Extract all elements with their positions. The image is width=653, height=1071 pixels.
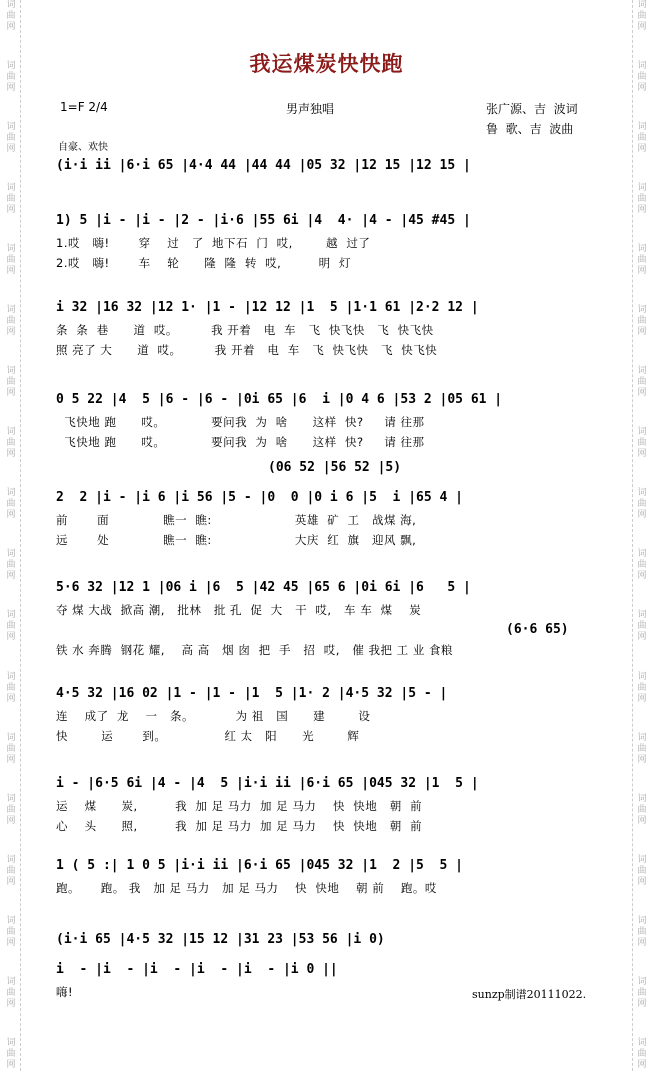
- composer-credit: 鲁 歌、吉 波曲: [486, 122, 574, 136]
- watermark-glyph: 词: [6, 549, 16, 560]
- watermark-glyph: 词: [637, 549, 647, 560]
- watermark-glyph: 曲: [637, 1048, 647, 1059]
- watermark-glyph: 网: [637, 571, 647, 582]
- watermark-glyph: 词: [6, 671, 16, 682]
- watermark-glyph: 网: [6, 388, 16, 399]
- watermark-glyph: 网: [637, 693, 647, 704]
- watermark-glyph: 网: [6, 510, 16, 521]
- watermark-glyph: 词: [6, 1037, 16, 1048]
- notation-line: (i·i 65 |4·5 32 |15 12 |31 23 |53 56 |i 0): [56, 932, 385, 947]
- watermark-glyph: 网: [6, 693, 16, 704]
- watermark-glyph: 网: [6, 22, 16, 32]
- watermark-glyph: 词: [6, 976, 16, 987]
- notation-line: 0 5 22 |4 5 |6 - |6 - |0i 65 |6 i |0 4 6 |53 2 |05 61 |: [56, 392, 503, 407]
- key-signature: 1=F 2/4: [60, 100, 108, 114]
- notation-line: i - |6·5 6i |4 - |4 5 |i·i ii |6·i 65 |045 32 |1 5 |: [56, 776, 479, 791]
- notation-line: (i·i ii |6·i 65 |4·4 44 |44 44 |05 32 |12 15 |12 15 |: [56, 158, 471, 173]
- watermark-glyph: 网: [6, 571, 16, 582]
- watermark-glyph: 曲: [6, 743, 16, 754]
- watermark-glyph: 曲: [637, 499, 647, 510]
- notation-line: i 32 |16 32 |12 1· |1 - |12 12 |1 5 |1·1 61 |2·2 12 |: [56, 300, 479, 315]
- watermark-glyph: 曲: [6, 926, 16, 937]
- lyric-line: 飞快地 跑 哎。 要问我 为 啥 这样 快? 请 往那: [56, 415, 425, 429]
- watermark-glyph: 曲: [6, 316, 16, 327]
- watermark-glyph: 词: [637, 183, 647, 194]
- watermark-glyph: 曲: [637, 926, 647, 937]
- watermark-glyph: 词: [6, 61, 16, 72]
- watermark-glyph: 网: [6, 144, 16, 155]
- watermark-glyph: 曲: [637, 743, 647, 754]
- watermark-glyph: 词: [637, 793, 647, 804]
- watermark-glyph: 曲: [6, 987, 16, 998]
- watermark-glyph: 网: [637, 998, 647, 1009]
- watermark-glyph: 词: [637, 915, 647, 926]
- watermark-glyph: 曲: [6, 438, 16, 449]
- notation-line: i - |i - |i - |i - |i - |i 0 ||: [56, 962, 338, 977]
- watermark-glyph: 曲: [637, 133, 647, 144]
- notation-line: 4·5 32 |16 02 |1 - |1 - |1 5 |1· 2 |4·5 32 |5 - |: [56, 686, 448, 701]
- lyricist-credit: 张广源、吉 波词: [486, 102, 578, 116]
- watermark-glyph: 词: [6, 610, 16, 621]
- watermark-glyph: 词: [637, 976, 647, 987]
- watermark-glyph: 曲: [6, 377, 16, 388]
- watermark-glyph: 网: [637, 632, 647, 643]
- watermark-glyph: 网: [637, 388, 647, 399]
- left-margin-divider: [20, 0, 21, 1071]
- watermark-glyph: 曲: [637, 194, 647, 205]
- song-title: 我运煤炭快快跑: [249, 51, 404, 76]
- left-watermark-column: [4, 0, 18, 1071]
- lyric-line: 快 运 到。 红 太 阳 光 辉: [56, 729, 360, 743]
- performer-label: 男声独唱: [286, 102, 335, 116]
- watermark-glyph: 网: [6, 266, 16, 277]
- watermark-glyph: 曲: [637, 987, 647, 998]
- watermark-glyph: 网: [6, 937, 16, 948]
- watermark-glyph: 网: [6, 632, 16, 643]
- lyric-line: (6·6 65): [506, 622, 569, 637]
- watermark-glyph: 网: [6, 449, 16, 460]
- watermark-glyph: 词: [6, 488, 16, 499]
- watermark-glyph: 网: [6, 1059, 16, 1070]
- watermark-glyph: 网: [637, 754, 647, 765]
- watermark-glyph: 词: [6, 183, 16, 194]
- watermark-glyph: 网: [637, 449, 647, 460]
- watermark-glyph: 网: [637, 327, 647, 338]
- watermark-glyph: 曲: [637, 72, 647, 83]
- watermark-glyph: 曲: [637, 255, 647, 266]
- lyric-line: 心 头 照, 我 加 足 马力 加 足 马力 快 快地 朝 前: [56, 819, 423, 833]
- lyric-line: 夺 煤 大战 掀高 潮, 批林 批 孔 促 大 干 哎, 车 车 煤 炭: [56, 603, 422, 617]
- watermark-glyph: 词: [637, 488, 647, 499]
- watermark-glyph: 词: [6, 732, 16, 743]
- tempo-marking: 自豪、欢快: [58, 142, 108, 153]
- watermark-glyph: 网: [6, 998, 16, 1009]
- lyric-line: 铁 水 奔腾 钢花 耀, 高 高 烟 囱 把 手 招 哎, 催 我把 工 业 食粮: [56, 643, 453, 657]
- watermark-glyph: 网: [6, 754, 16, 765]
- watermark-glyph: 网: [637, 266, 647, 277]
- watermark-glyph: 曲: [637, 621, 647, 632]
- lyric-line: 1.哎 嗨! 穿 过 了 地下石 门 哎, 越 过了: [56, 236, 371, 250]
- lyric-line: 远 处 瞧一 瞧: 大庆 红 旗 迎风 飘,: [56, 533, 417, 547]
- watermark-glyph: 词: [6, 0, 16, 10]
- watermark-glyph: 曲: [6, 621, 16, 632]
- notation-line: 1 ( 5 :| 1 0 5 |i·i ii |6·i 65 |045 32 |1 2 |5 5 |: [56, 858, 463, 873]
- watermark-glyph: 曲: [637, 804, 647, 815]
- watermark-glyph: 网: [637, 815, 647, 826]
- watermark-glyph: 曲: [637, 865, 647, 876]
- watermark-glyph: 曲: [637, 316, 647, 327]
- lyric-line: 跑。 跑。 我 加 足 马力 加 足 马力 快 快地 朝 前 跑。哎: [56, 881, 437, 895]
- right-margin-divider: [632, 0, 633, 1071]
- watermark-glyph: 网: [637, 1059, 647, 1070]
- notation-line: (06 52 |56 52 |5): [268, 460, 402, 475]
- right-watermark-column: [635, 0, 649, 1071]
- watermark-glyph: 曲: [6, 560, 16, 571]
- watermark-glyph: 词: [637, 305, 647, 316]
- watermark-glyph: 词: [6, 854, 16, 865]
- watermark-glyph: 网: [637, 205, 647, 216]
- lyric-line: 条 条 巷 道 哎。 我 开着 电 车 飞 快飞快 飞 快飞快: [56, 323, 434, 337]
- watermark-glyph: 网: [637, 144, 647, 155]
- watermark-glyph: 词: [6, 305, 16, 316]
- watermark-glyph: 网: [637, 937, 647, 948]
- watermark-glyph: 词: [6, 366, 16, 377]
- watermark-glyph: 曲: [6, 72, 16, 83]
- transcriber-credit: sunzp制谱20111022.: [472, 988, 587, 1001]
- watermark-glyph: 词: [637, 610, 647, 621]
- watermark-glyph: 网: [6, 876, 16, 887]
- watermark-glyph: 曲: [6, 1048, 16, 1059]
- watermark-glyph: 曲: [637, 438, 647, 449]
- watermark-glyph: 曲: [6, 11, 16, 21]
- lyric-line: 2.哎 嗨! 车 轮 隆 隆 转 哎, 明 灯: [56, 256, 351, 270]
- watermark-glyph: 词: [6, 793, 16, 804]
- lyric-line: 前 面 瞧一 瞧: 英雄 矿 工 战煤 海,: [56, 513, 417, 527]
- watermark-glyph: 词: [637, 0, 647, 10]
- watermark-glyph: 词: [6, 427, 16, 438]
- watermark-glyph: 曲: [6, 194, 16, 205]
- lyric-line: 嗨!: [56, 985, 74, 999]
- lyric-line: 照 亮了 大 道 哎。 我 开着 电 车 飞 快飞快 飞 快飞快: [56, 343, 438, 357]
- watermark-glyph: 曲: [6, 804, 16, 815]
- watermark-glyph: 曲: [6, 682, 16, 693]
- watermark-glyph: 词: [637, 732, 647, 743]
- watermark-glyph: 曲: [6, 255, 16, 266]
- watermark-glyph: 词: [637, 122, 647, 133]
- watermark-glyph: 网: [637, 83, 647, 94]
- lyric-line: 飞快地 跑 哎。 要问我 为 啥 这样 快? 请 往那: [56, 435, 425, 449]
- watermark-glyph: 网: [6, 327, 16, 338]
- watermark-glyph: 曲: [637, 11, 647, 21]
- watermark-glyph: 词: [6, 915, 16, 926]
- watermark-glyph: 词: [637, 366, 647, 377]
- watermark-glyph: 曲: [637, 682, 647, 693]
- watermark-glyph: 词: [637, 61, 647, 72]
- watermark-glyph: 网: [637, 22, 647, 32]
- watermark-glyph: 曲: [6, 133, 16, 144]
- notation-line: 5·6 32 |12 1 |06 i |6 5 |42 45 |65 6 |0i 6i |6 5 |: [56, 580, 471, 595]
- watermark-glyph: 词: [637, 671, 647, 682]
- watermark-glyph: 词: [637, 244, 647, 255]
- watermark-glyph: 曲: [637, 377, 647, 388]
- watermark-glyph: 网: [6, 83, 16, 94]
- notation-line: 1) 5 |i - |i - |2 - |i·6 |55 6i |4 4· |4 - |45 #45 |: [56, 213, 471, 228]
- watermark-glyph: 曲: [637, 560, 647, 571]
- watermark-glyph: 词: [6, 122, 16, 133]
- notation-line: 2 2 |i - |i 6 |i 56 |5 - |0 0 |0 i 6 |5 i |65 4 |: [56, 490, 463, 505]
- lyric-line: 连 成了 龙 一 条。 为 祖 国 建 设: [56, 709, 371, 723]
- watermark-glyph: 词: [637, 427, 647, 438]
- watermark-glyph: 词: [637, 854, 647, 865]
- watermark-glyph: 词: [637, 1037, 647, 1048]
- watermark-glyph: 网: [637, 510, 647, 521]
- watermark-glyph: 词: [6, 244, 16, 255]
- watermark-glyph: 网: [6, 815, 16, 826]
- watermark-glyph: 曲: [6, 499, 16, 510]
- watermark-glyph: 网: [6, 205, 16, 216]
- watermark-glyph: 网: [637, 876, 647, 887]
- watermark-glyph: 曲: [6, 865, 16, 876]
- lyric-line: 运 煤 炭, 我 加 足 马力 加 足 马力 快 快地 朝 前: [56, 799, 423, 813]
